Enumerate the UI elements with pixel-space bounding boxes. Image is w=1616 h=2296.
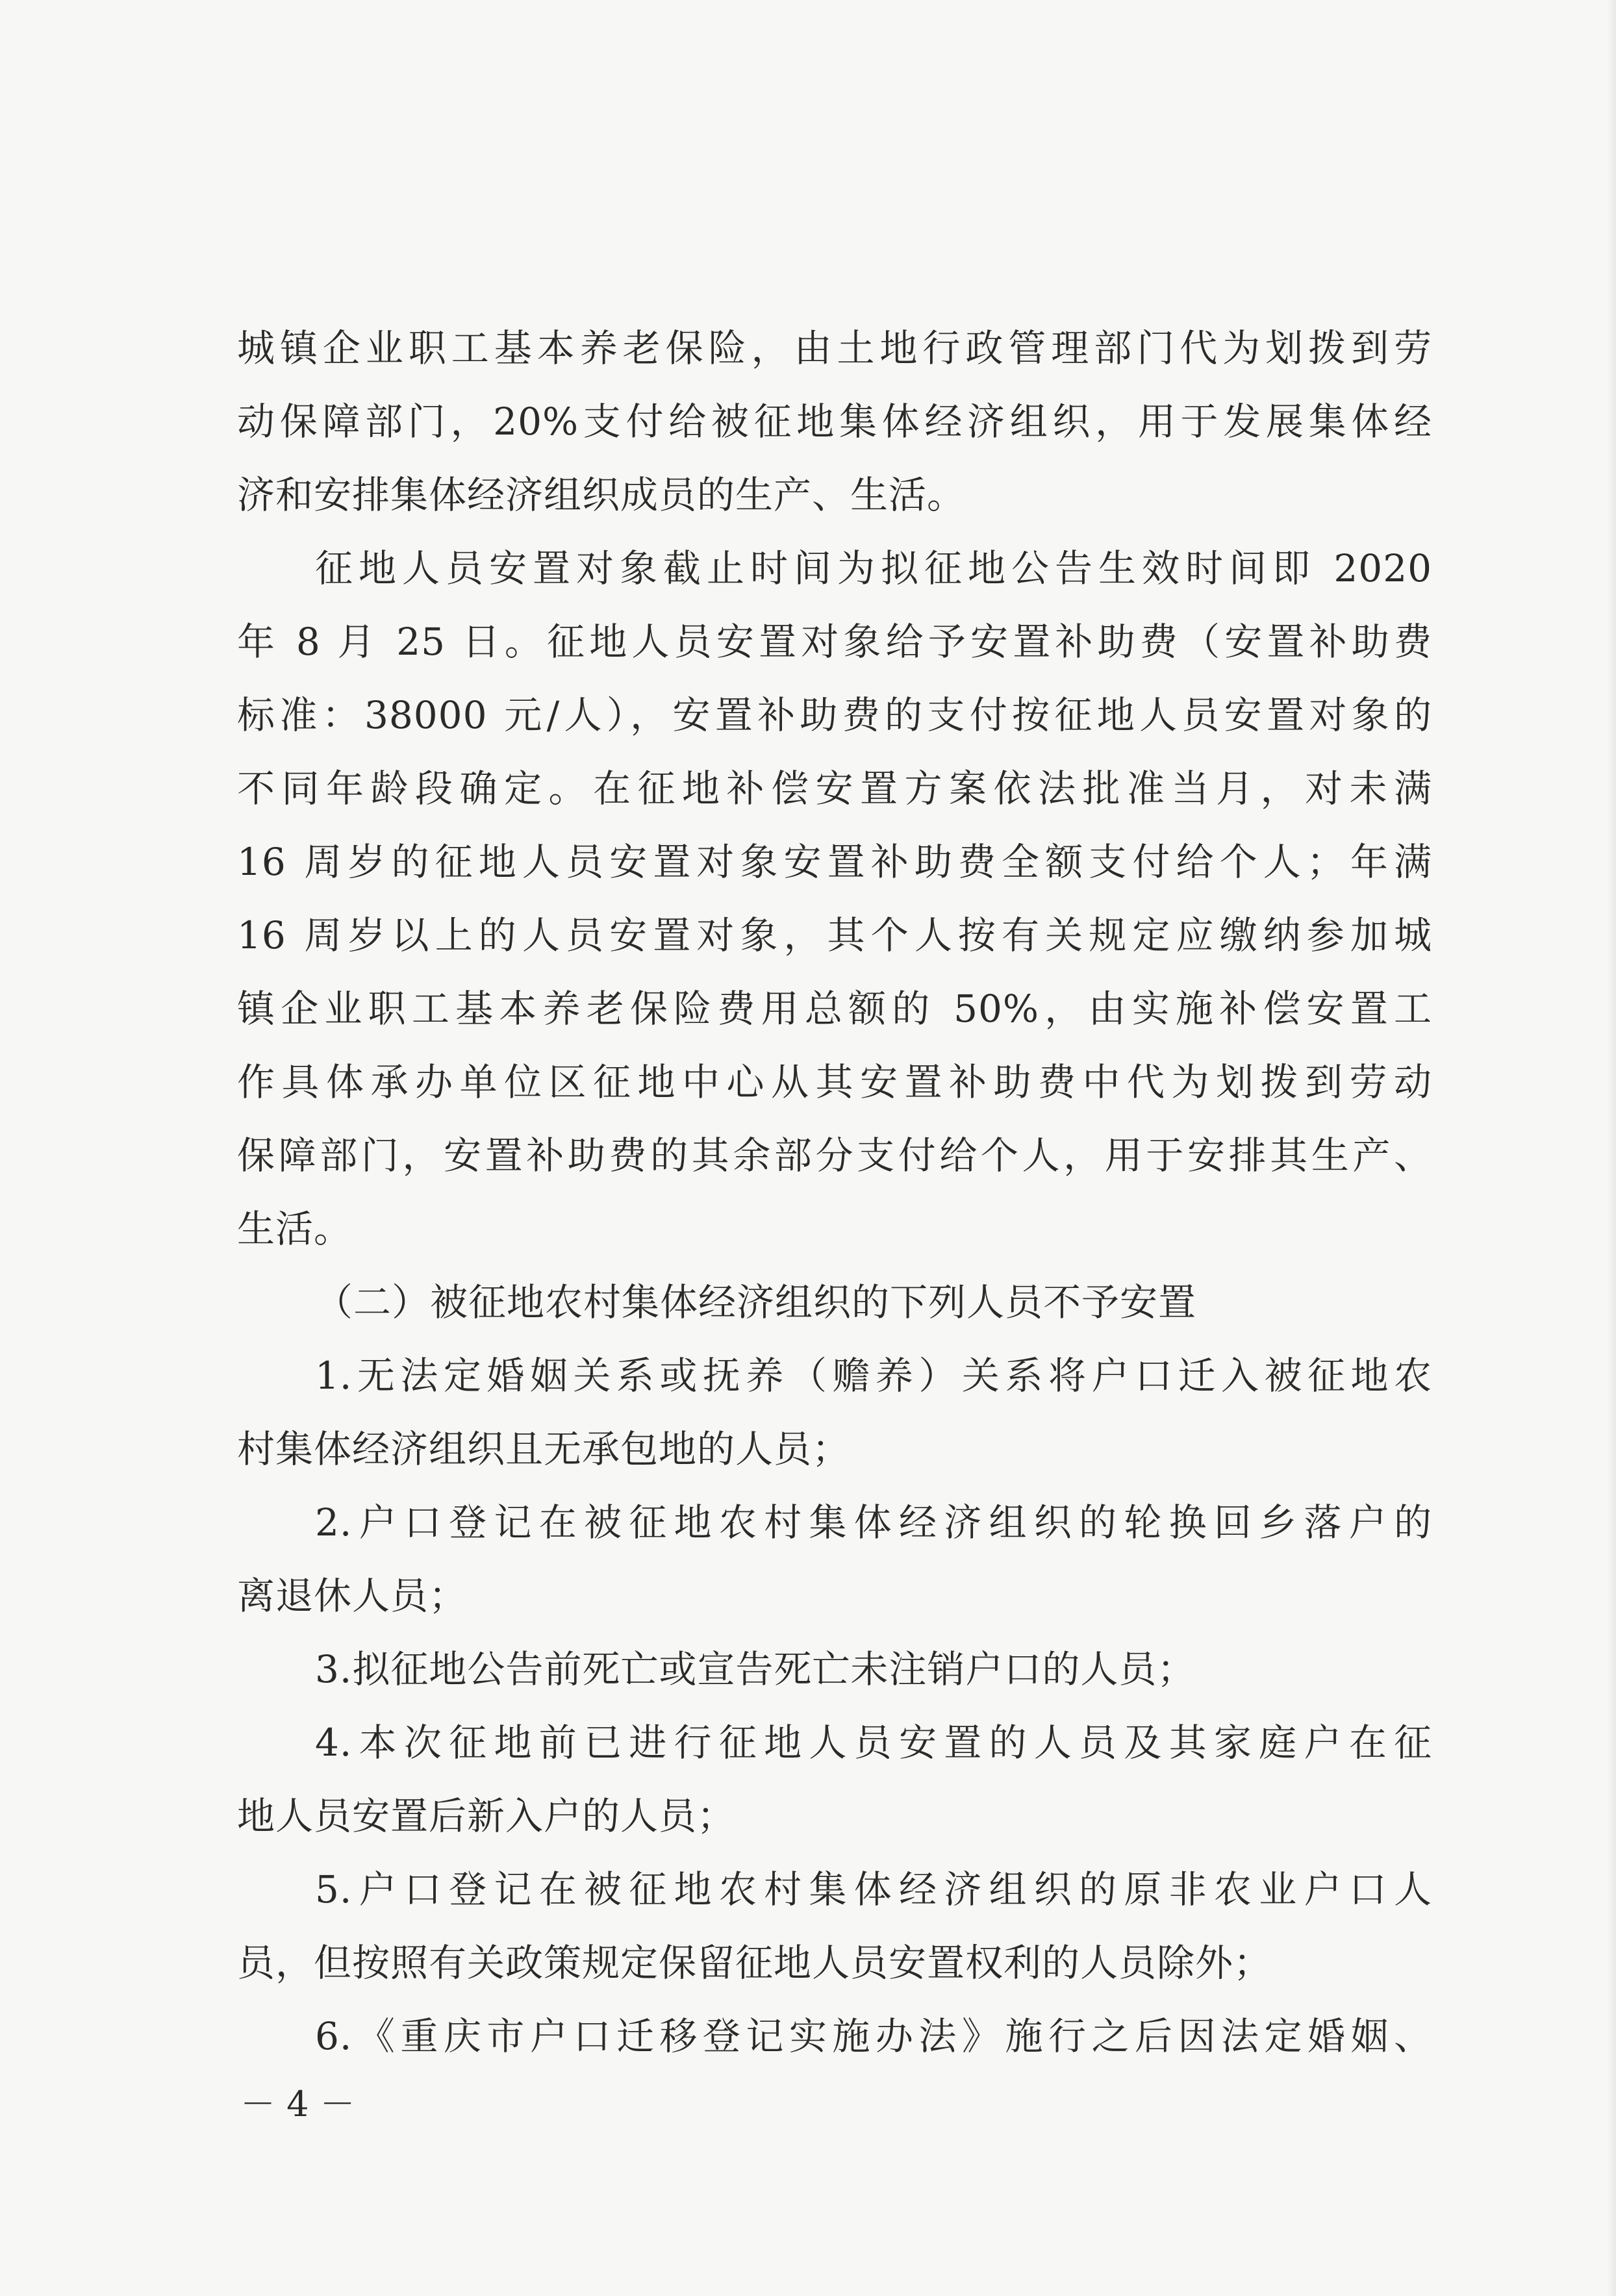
text-line: 员，但按照有关政策规定保留征地人员安置权利的人员除外； bbox=[237, 1941, 1272, 1985]
text-line: 地人员安置后新入户的人员； bbox=[237, 1794, 736, 1838]
text-line: 村集体经济组织且无承包地的人员； bbox=[237, 1427, 851, 1471]
text-line: 城镇企业职工基本养老保险，由土地行政管理部门代为划拨到劳 bbox=[237, 326, 1432, 370]
list-item-4-line: 4.本次征地前已进行征地人员安置的人员及其家庭户在征 bbox=[315, 1721, 1432, 1765]
text-line: 年 8 月 25 日。征地人员安置对象给予安置补助费（安置补助费 bbox=[237, 620, 1432, 664]
text-line: 离退休人员； bbox=[237, 1574, 468, 1618]
text-line: 保障部门，安置补助费的其余部分支付给个人，用于安排其生产、 bbox=[237, 1133, 1432, 1178]
text-line: 不同年龄段确定。在征地补偿安置方案依法批准当月，对未满 bbox=[237, 766, 1432, 811]
text-line: 生活。 bbox=[237, 1207, 353, 1251]
scan-edge-shadow bbox=[1607, 0, 1616, 2296]
paragraph-start-line: 征地人员安置对象截止时间为拟征地公告生效时间即 2020 bbox=[315, 546, 1432, 590]
text-line: 济和安排集体经济组织成员的生产、生活。 bbox=[237, 473, 966, 517]
list-item-6-line: 6.《重庆市户口迁移登记实施办法》施行之后因法定婚姻、 bbox=[315, 2014, 1432, 2058]
text-line: 16 周岁的征地人员安置对象安置补助费全额支付给个人；年满 bbox=[237, 840, 1432, 884]
section-heading: （二）被征地农村集体经济组织的下列人员不予安置 bbox=[315, 1280, 1197, 1324]
text-line: 作具体承办单位区征地中心从其安置补助费中代为划拨到劳动 bbox=[237, 1060, 1432, 1104]
list-item-3-line: 3.拟征地公告前死亡或宣告死亡未注销户口的人员； bbox=[315, 1647, 1196, 1691]
text-line: 标准：38000 元/人），安置补助费的支付按征地人员安置对象的 bbox=[237, 693, 1432, 737]
text-line: 镇企业职工基本养老保险费用总额的 50%，由实施补偿安置工 bbox=[237, 987, 1432, 1031]
list-item-5-line: 5.户口登记在被征地农村集体经济组织的原非农业户口人 bbox=[315, 1867, 1432, 1911]
text-line: 16 周岁以上的人员安置对象，其个人按有关规定应缴纳参加城 bbox=[237, 913, 1432, 957]
list-item-2-line: 2.户口登记在被征地农村集体经济组织的轮换回乡落户的 bbox=[315, 1500, 1432, 1545]
page-number: － 4 － bbox=[240, 2084, 355, 2125]
document-body bbox=[237, 312, 1432, 2073]
text-line: 动保障部门，20%支付给被征地集体经济组织，用于发展集体经 bbox=[237, 399, 1432, 444]
list-item-1-line: 1.无法定婚姻关系或抚养（赡养）关系将户口迁入被征地农 bbox=[315, 1354, 1432, 1398]
